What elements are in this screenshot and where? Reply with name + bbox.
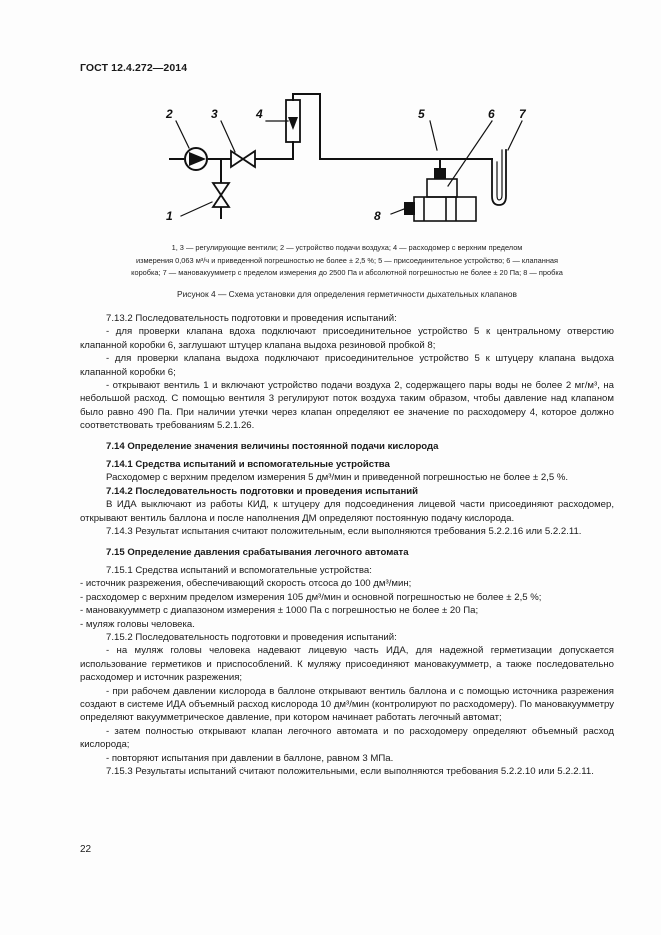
plug-8	[404, 202, 415, 215]
list-item: - мановакуумметр с диапазоном измерения ± 1000 Па с погрешностью не более ± 20 Па;	[80, 605, 479, 617]
valve-1-symbol	[213, 183, 229, 207]
paragraph: 7.13.2 Последовательность подготовки и проведения испытаний:	[106, 313, 397, 324]
paragraph: 7.14.3 Результат испытания считают положительным, если выполняются требования 5.2.2.16 или 5.2.2.11.	[106, 526, 582, 538]
paragraph: 7.15.1 Средства испытаний и вспомогательные устройства:	[106, 564, 372, 576]
label-8: 8	[374, 209, 381, 223]
label-1: 1	[166, 209, 173, 223]
valve-box-6	[414, 179, 476, 221]
list-item: - муляж головы человека.	[80, 618, 195, 630]
label-5: 5	[418, 107, 425, 121]
label-4: 4	[256, 107, 263, 121]
paragraph: - открывают вентиль 1 и включают устройство подачи воздуха 2, содержащего пары воды не более 2 мг/м³, на небольшой расход. С помощью вентиля 3 регулируют поток воздуха таким образом, чтобы давление над клапаном было равно 490 Па. При наличии утечки через клапан определяют ее значение по расходомеру 4, которое должно соответствовать требованиям 5.2.1.26.	[80, 380, 614, 432]
schematic-diagram	[0, 0, 661, 240]
paragraph: 7.15.3 Результаты испытаний считают положительными, если выполняются требования 5.2.2.10 или 5.2.2.11.	[106, 766, 594, 777]
document-header: ГОСТ 12.4.272—2014	[80, 62, 188, 74]
paragraph: Расходомер с верхним пределом измерения 5 дм³/мин и приведенной погрешностью не более ± 2,5 %.	[106, 472, 569, 484]
legend-line: измерения 0,063 м³/ч и приведенной погрешностью не более ± 2,5 %; 5 — присоединительное устройство; 6 — клапанная	[135, 255, 559, 265]
label-7: 7	[519, 107, 526, 121]
list-item: - расходомер с верхним пределом измерения 105 дм³/мин и основной погрешностью не более ± 2,5 %;	[80, 591, 542, 603]
paragraph: - для проверки клапана выдоха подключают присоединительное устройство 5 к штуцеру клапана выдоха клапанной коробки 6;	[80, 353, 614, 378]
label-2: 2	[166, 107, 173, 121]
figure-legend	[80, 242, 614, 280]
legend-line: 1, 3 — регулирующие вентили; 2 — устройство подачи воздуха; 4 — расходомер с верхним пределом	[171, 243, 523, 252]
paragraph: - повторяют испытания при давлении в баллоне, равном 3 МПа.	[106, 752, 394, 764]
paragraph: - для проверки клапана вдоха подключают присоединительное устройство 5 к центральному отверстию клапанной коробки 6, заглушают штуцер клапана выдоха резиновой пробкой 8;	[80, 326, 614, 351]
paragraph: - затем полностью открывают клапан легочного автомата и по расходомеру определяют объемный расход кислорода;	[80, 725, 614, 751]
paragraph: - при рабочем давлении кислорода в баллоне открывают вентиль баллона и с помощью источника разрежения создают в системе ИДА объемный расход кислорода 10 дм³/мин (контролируют по расходомеру). По мановакуумметру определяют вакуумметрическое давление, при котором начинает работать легочный автомат;	[80, 685, 614, 724]
subsection-heading: 7.14.2 Последовательность подготовки и проведения испытаний	[106, 485, 419, 497]
document-body	[80, 312, 614, 778]
pump-symbol	[185, 148, 207, 170]
section-heading: 7.15 Определение давления срабатывания легочного автомата	[106, 546, 409, 558]
legend-line: коробка; 7 — мановакуумметр с пределом измерения до 2500 Па и абсолютной погрешностью не более ± 20 Па; 8 — пробка	[131, 268, 563, 277]
paragraph: 7.15.2 Последовательность подготовки и проведения испытаний:	[106, 631, 397, 643]
label-3: 3	[211, 107, 218, 121]
label-6: 6	[488, 107, 495, 121]
section-heading: 7.14 Определение значения величины постоянной подачи кислорода	[106, 440, 439, 452]
figure-caption: Рисунок 4 — Схема установки для определения герметичности дыхательных клапанов	[177, 289, 517, 299]
connection-device-5	[434, 168, 446, 179]
paragraph: - на муляж головы человека надевают лицевую часть ИДА, для надежной герметизации допускается использование герметиков и приспособлений. К муляжу присоединяют мановакуумметр, а также последовательно расходомер и источник разрежения;	[80, 645, 614, 684]
subsection-heading: 7.14.1 Средства испытаний и вспомогательные устройства	[106, 459, 390, 471]
list-item: - источник разрежения, обеспечивающий скорость отсоса до 100 дм³/мин;	[80, 578, 412, 590]
valve-3-symbol	[231, 151, 255, 167]
page-number: 22	[80, 844, 92, 855]
paragraph: В ИДА выключают из работы КИД, к штуцеру для подсоединения лицевой части присоединяют расходомер, открывают вентиль баллона и после наполнения ДМ определяют постоянную подачу кислорода.	[80, 499, 614, 524]
